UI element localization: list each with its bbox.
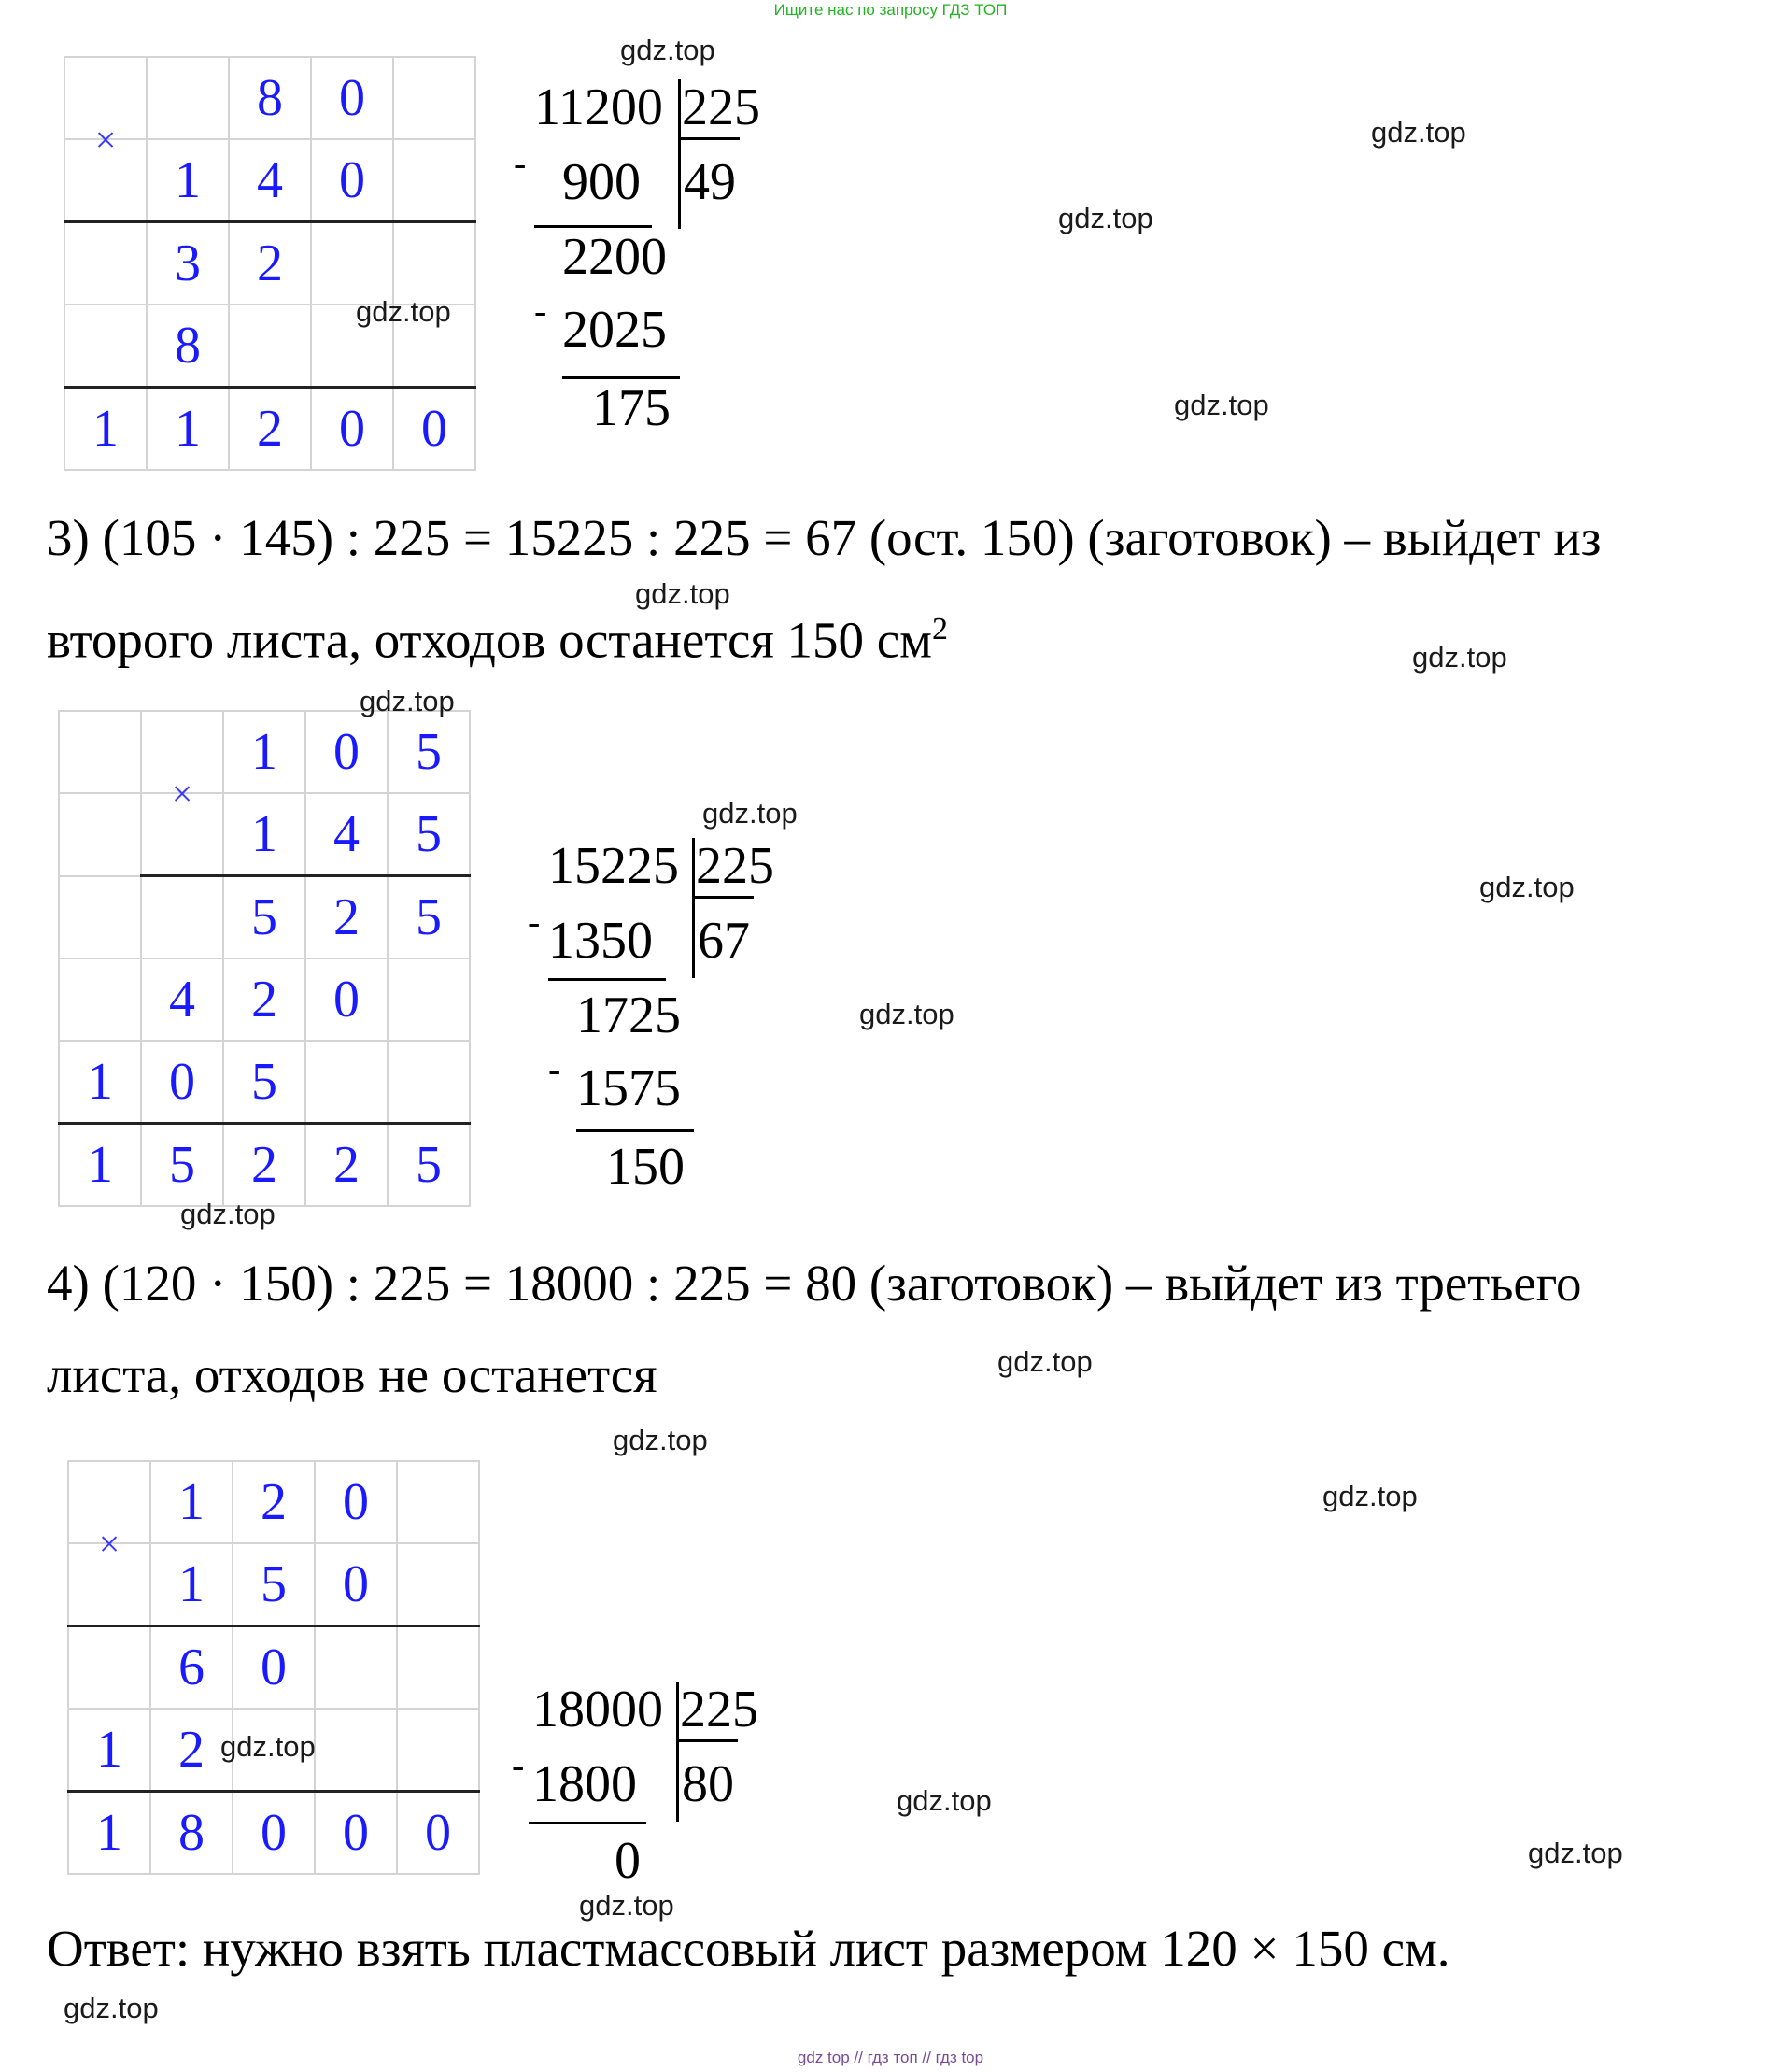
grid-cell xyxy=(397,1709,479,1792)
watermark: gdz.top xyxy=(220,1730,316,1763)
grid-cell: 4 xyxy=(141,958,223,1041)
grid-cell: 0 xyxy=(141,1041,223,1124)
minus-sign: - xyxy=(514,142,527,184)
grid-cell: 0 xyxy=(315,1792,397,1875)
division-bracket xyxy=(678,79,681,229)
minus-sign: - xyxy=(512,1744,525,1786)
watermark: gdz.top xyxy=(997,1345,1093,1378)
watermark: gdz.top xyxy=(1322,1480,1418,1512)
grid-cell: 1 xyxy=(150,1543,233,1626)
grid-cell: 3 xyxy=(147,222,229,305)
grid-cell: 5 xyxy=(223,1041,305,1124)
grid-cell: 2 xyxy=(305,876,388,959)
step-4-line-2: листа, отходов не останется xyxy=(47,1346,657,1403)
multiply-sign: × xyxy=(141,752,223,835)
grid-cell: 6 xyxy=(150,1626,233,1710)
remainder-1: 1725 xyxy=(576,986,681,1044)
watermark: gdz.top xyxy=(1174,389,1269,421)
quotient: 67 xyxy=(698,912,750,970)
divisor: 225 xyxy=(696,837,774,895)
multiplication-table-1 xyxy=(64,56,476,471)
grid-cell xyxy=(393,222,475,305)
final-remainder: 150 xyxy=(606,1138,685,1196)
watermark: gdz.top xyxy=(1528,1837,1623,1869)
grid-cell xyxy=(229,305,311,388)
grid-cell: 1 xyxy=(147,388,229,471)
subtrahend-1: 1350 xyxy=(548,912,653,970)
dividend: 11200 xyxy=(534,78,663,136)
grid-cell: 2 xyxy=(223,1124,305,1207)
watermark: gdz.top xyxy=(859,998,954,1030)
multiply-sign: × xyxy=(68,1502,150,1585)
grid-cell xyxy=(64,305,147,388)
grid-cell xyxy=(141,876,223,959)
top-banner[interactable]: Ищите нас по запросу ГДЗ ТОП xyxy=(773,1,1008,19)
grid-cell: 5 xyxy=(233,1543,315,1626)
watermark: gdz.top xyxy=(579,1889,674,1922)
grid-cell xyxy=(315,1626,397,1710)
answer-line: Ответ: нужно взять пластмассовый лист размером 120 × 150 см. xyxy=(47,1920,1450,1977)
minus-sign: - xyxy=(534,290,547,332)
watermark: gdz.top xyxy=(620,34,715,66)
grid-cell: 1 xyxy=(150,1461,233,1543)
subtrahend-2: 2025 xyxy=(562,301,667,359)
watermark: gdz.top xyxy=(360,685,455,717)
watermark: gdz.top xyxy=(356,295,451,328)
grid-cell xyxy=(397,1543,479,1626)
step-3-line-1: 3) (105 · 145) : 225 = 15225 : 225 = 67 (ост. 150) (заготовок) – выйдет из xyxy=(47,509,1602,566)
grid-cell: 2 xyxy=(223,958,305,1041)
final-remainder: 175 xyxy=(592,379,671,437)
dividend: 18000 xyxy=(532,1681,663,1738)
watermark: gdz.top xyxy=(613,1424,708,1456)
grid-cell: 0 xyxy=(233,1792,315,1875)
grid-cell: 0 xyxy=(311,388,393,471)
grid-cell xyxy=(59,711,141,793)
watermark: gdz.top xyxy=(64,1992,159,2024)
grid-cell xyxy=(59,793,141,876)
watermark: gdz.top xyxy=(1412,641,1507,674)
grid-cell: 5 xyxy=(388,711,470,793)
subtrahend-1: 1800 xyxy=(532,1755,637,1813)
grid-cell: 5 xyxy=(388,1124,470,1207)
step-4-line-1: 4) (120 · 150) : 225 = 18000 : 225 = 80 (заготовок) – выйдет из третьего xyxy=(47,1255,1582,1312)
grid-cell: 2 xyxy=(305,1124,388,1207)
grid-cell xyxy=(315,1709,397,1792)
grid-cell: 0 xyxy=(315,1461,397,1543)
footer-links[interactable]: gdz top // гдз топ // гдз top xyxy=(797,2049,984,2066)
grid-cell: 1 xyxy=(68,1792,150,1875)
grid-cell: 1 xyxy=(147,139,229,222)
grid-cell: 0 xyxy=(311,57,393,139)
divisor: 225 xyxy=(682,78,760,136)
minus-sign: - xyxy=(548,1048,561,1090)
dividend: 15225 xyxy=(548,837,679,895)
superscript-2: 2 xyxy=(931,612,948,646)
long-division-2 xyxy=(528,838,808,1212)
grid-cell xyxy=(388,1041,470,1124)
grid-cell xyxy=(68,1626,150,1710)
grid-cell xyxy=(393,57,475,139)
grid-cell xyxy=(311,222,393,305)
quotient: 49 xyxy=(684,153,736,211)
watermark: gdz.top xyxy=(180,1198,276,1230)
grid-cell xyxy=(64,222,147,305)
multiply-sign: × xyxy=(64,98,147,181)
long-division-1 xyxy=(514,79,794,453)
watermark: gdz.top xyxy=(702,797,798,830)
grid-cell xyxy=(393,139,475,222)
grid-cell xyxy=(397,1626,479,1710)
multiplication-table-2 xyxy=(58,710,471,1207)
watermark: gdz.top xyxy=(1058,202,1153,234)
divisor: 225 xyxy=(680,1681,758,1738)
grid-cell xyxy=(59,876,141,959)
watermark: gdz.top xyxy=(1371,116,1466,149)
grid-cell xyxy=(305,1041,388,1124)
grid-cell xyxy=(147,57,229,139)
grid-cell: 5 xyxy=(223,876,305,959)
watermark: gdz.top xyxy=(1479,871,1575,903)
grid-cell: 4 xyxy=(305,793,388,876)
subtrahend-1: 900 xyxy=(562,153,641,211)
grid-cell: 0 xyxy=(305,711,388,793)
subtrahend-2: 1575 xyxy=(576,1059,681,1117)
grid-cell xyxy=(59,958,141,1041)
grid-cell: 1 xyxy=(64,388,147,471)
grid-cell xyxy=(397,1461,479,1543)
grid-cell: 5 xyxy=(141,1124,223,1207)
grid-cell xyxy=(388,958,470,1041)
grid-cell: 8 xyxy=(229,57,311,139)
grid-cell: 0 xyxy=(315,1543,397,1626)
multiplication-table-3 xyxy=(67,1460,480,1875)
remainder-1: 2200 xyxy=(562,228,667,286)
division-bracket xyxy=(692,838,695,978)
grid-cell: 8 xyxy=(150,1792,233,1875)
grid-cell: 2 xyxy=(233,1461,315,1543)
grid-cell: 0 xyxy=(311,139,393,222)
quotient: 80 xyxy=(682,1755,734,1813)
grid-cell: 1 xyxy=(68,1709,150,1792)
grid-cell: 4 xyxy=(229,139,311,222)
watermark: gdz.top xyxy=(635,577,730,610)
watermark: gdz.top xyxy=(897,1784,992,1817)
grid-cell: 1 xyxy=(59,1041,141,1124)
grid-cell: 1 xyxy=(59,1124,141,1207)
grid-cell: 2 xyxy=(229,222,311,305)
grid-cell: 1 xyxy=(223,711,305,793)
final-remainder: 0 xyxy=(615,1832,641,1890)
grid-cell: 0 xyxy=(305,958,388,1041)
grid-cell: 0 xyxy=(393,388,475,471)
grid-cell: 1 xyxy=(223,793,305,876)
division-bracket xyxy=(676,1682,679,1822)
grid-cell: 8 xyxy=(147,305,229,388)
long-division-3 xyxy=(512,1682,792,1896)
grid-cell: 2 xyxy=(229,388,311,471)
grid-cell: 2 xyxy=(150,1709,233,1792)
grid-cell: 0 xyxy=(397,1792,479,1875)
step-3-line-2: второго листа, отходов останется 150 $см^2$ xyxy=(47,611,948,669)
grid-cell: 5 xyxy=(388,793,470,876)
minus-sign: - xyxy=(528,901,541,943)
grid-cell: 5 xyxy=(388,876,470,959)
grid-cell: 0 xyxy=(233,1626,315,1710)
